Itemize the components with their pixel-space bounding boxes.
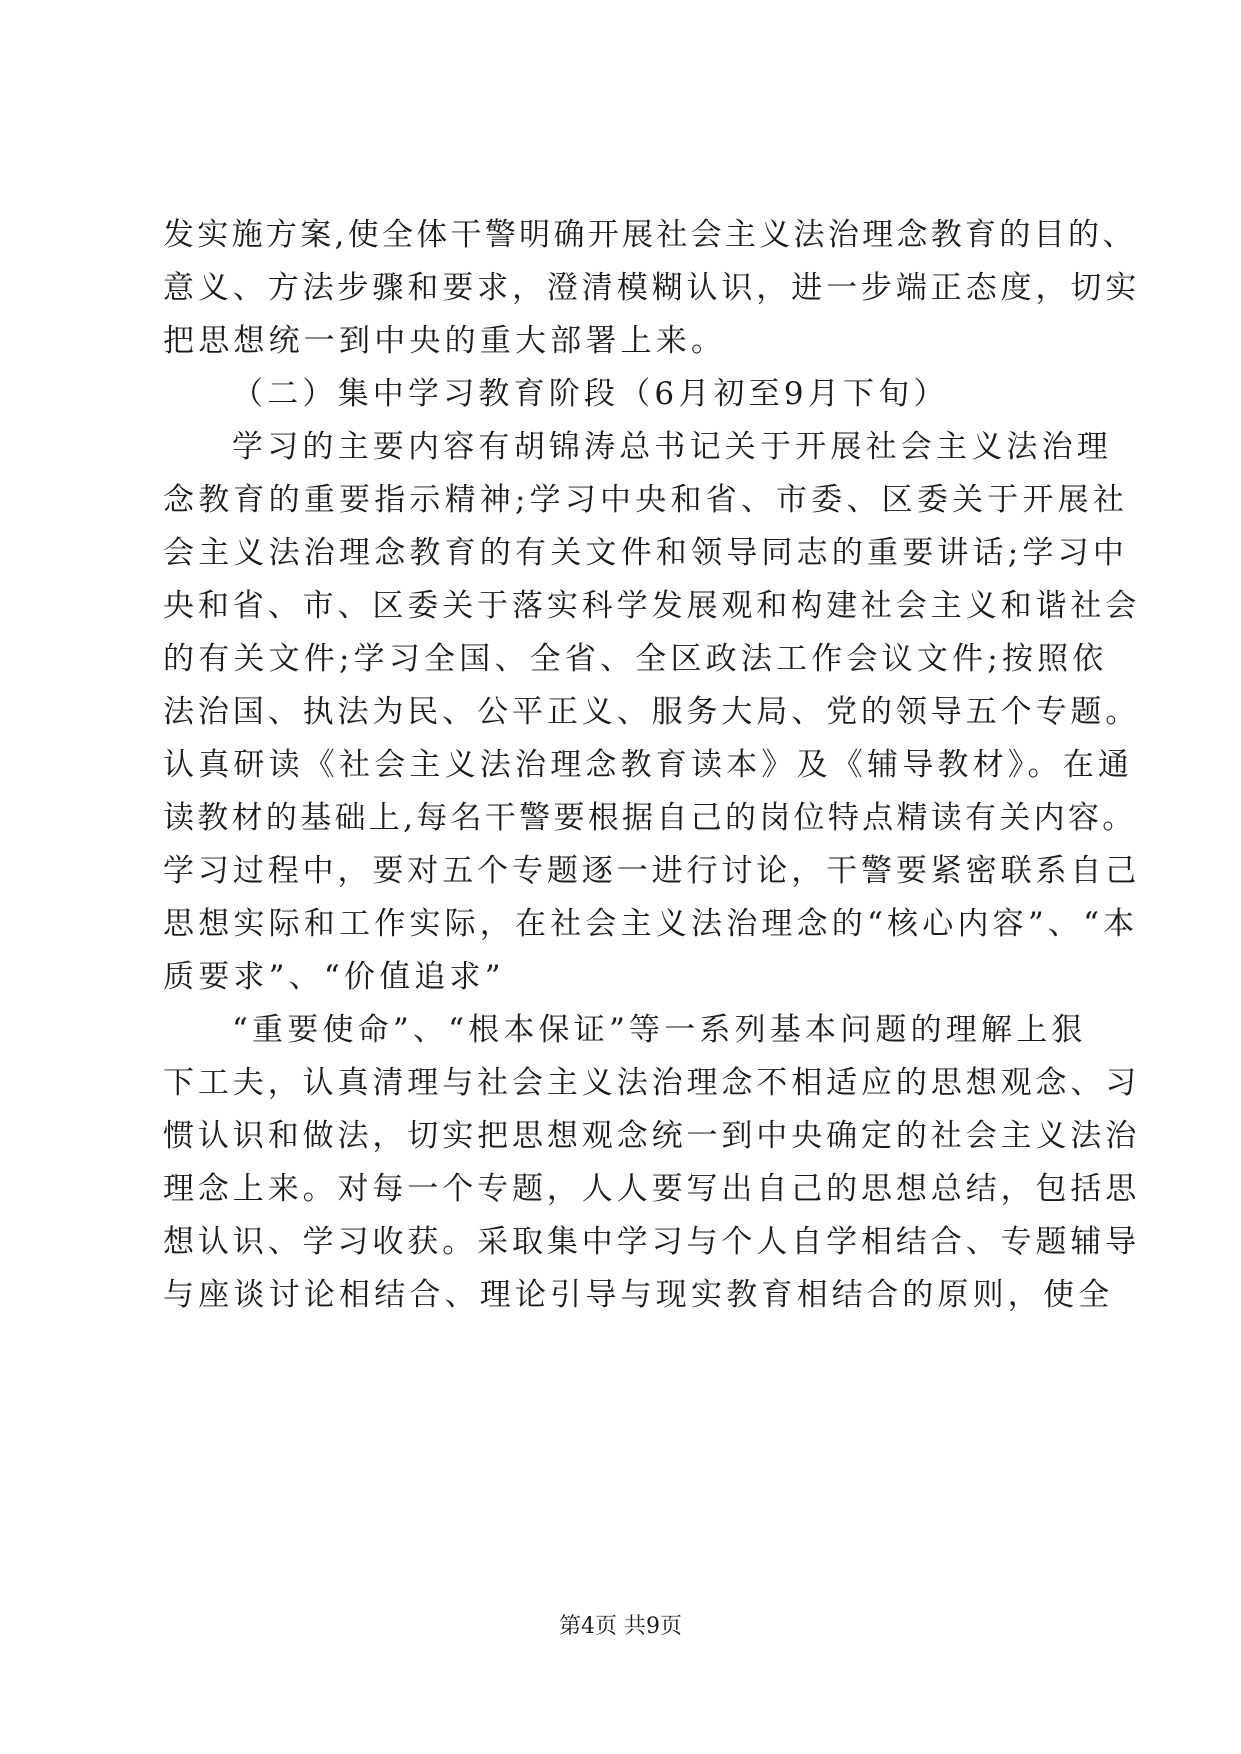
body-line: 下工夫，认真清理与社会主义法治理念不相适应的思想观念、习 (163, 1065, 1141, 1101)
body-line: 念教育的重要指示精神;学习中央和省、市委、区委关于开展社 (163, 482, 1129, 518)
body-line: 的有关文件;学习全国、全省、全区政法工作会议文件;按照依 (163, 641, 1108, 677)
body-line: “重要使命”、“根本保证”等一系列基本问题的理解上狠 (232, 1012, 1087, 1048)
section-heading: （二）集中学习教育阶段（6月初至9月下旬） (232, 376, 949, 412)
body-line: 意义、方法步骤和要求，澄清模糊认识，进一步端正态度，切实 (163, 270, 1141, 306)
body-line: 惯认识和做法，切实把思想观念统一到中央确定的社会主义法治 (163, 1118, 1141, 1154)
body-line: 认真研读《社会主义法治理念教育读本》及《辅导教材》。在通 (163, 747, 1134, 783)
body-line: 质要求”、“价值追求” (163, 959, 505, 995)
body-line: 学习的主要内容有胡锦涛总书记关于开展社会主义法治理 (232, 429, 1112, 465)
body-line: 会主义法治理念教育的有关文件和领导同志的重要讲话;学习中 (163, 535, 1129, 571)
page-footer: 第4页 共9页 (559, 1614, 682, 1639)
body-line: 发实施方案,使全体干警明确开展社会主义法治理念教育的目的、 (163, 217, 1137, 253)
body-line: 法治国、执法为民、公平正义、服务大局、党的领导五个专题。 (163, 694, 1141, 730)
body-line: 想认识、学习收获。采取集中学习与个人自学相结合、专题辅导 (163, 1224, 1141, 1260)
body-line: 把思想统一到中央的重大部署上来。 (163, 323, 727, 359)
body-line: 理念上来。对每一个专题，人人要写出自己的思想总结，包括思 (163, 1171, 1141, 1207)
body-line: 央和省、市、区委关于落实科学发展观和构建社会主义和谐社会 (163, 588, 1141, 624)
body-line: 思想实际和工作实际，在社会主义法治理念的“核心内容”、“本 (163, 906, 1139, 942)
body-line: 与座谈讨论相结合、理论引导与现实教育相结合的原则，使全 (163, 1277, 1114, 1313)
body-line: 学习过程中，要对五个专题逐一进行讨论，干警要紧密联系自己 (163, 853, 1141, 889)
body-line: 读教材的基础上,每名干警要根据自己的岗位特点精读有关内容。 (163, 800, 1137, 836)
